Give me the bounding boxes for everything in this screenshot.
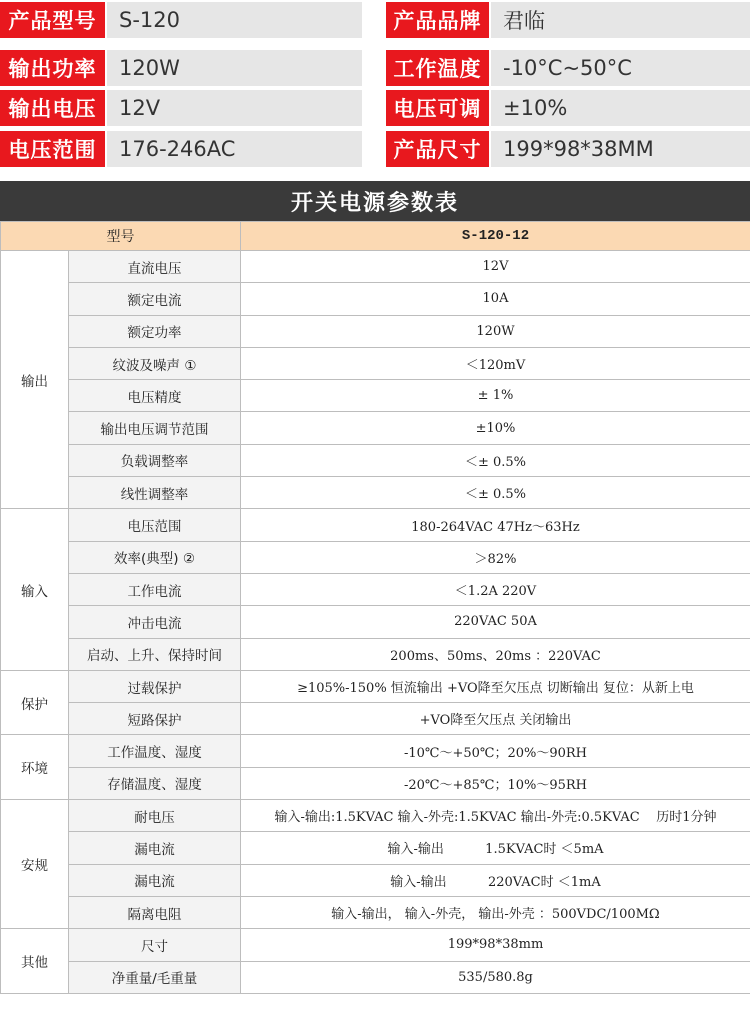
param-name: 漏电流: [69, 864, 241, 896]
param-name: 电压精度: [69, 380, 241, 412]
param-name: 隔离电阻: [69, 896, 241, 928]
param-value: 535/580.8g: [241, 961, 750, 993]
param-name: 耐电压: [69, 800, 241, 832]
param-name: 存储温度、湿度: [69, 767, 241, 799]
group-label: 输入: [1, 509, 69, 670]
param-value: ＜1.2A 220V: [241, 573, 750, 605]
param-name: 额定功率: [69, 315, 241, 347]
param-value: ＞82%: [241, 541, 750, 573]
param-name: 额定电流: [69, 283, 241, 315]
param-name: 负载调整率: [69, 444, 241, 476]
param-value: 220VAC 50A: [241, 606, 750, 638]
spec-value: 176-246AC: [107, 131, 362, 167]
group-label: 其他: [1, 929, 69, 994]
param-value: ±10%: [241, 412, 750, 444]
param-name: 纹波及噪声 ①: [69, 347, 241, 379]
param-value: +VO降至欠压点 关闭输出: [241, 703, 750, 735]
spec-label: 产品尺寸: [386, 131, 489, 167]
param-value: 输入-输出 1.5KVAC时 ＜5mA: [241, 832, 750, 864]
table-row: [1, 800, 750, 832]
spec-value: -10°C~50°C: [491, 50, 750, 86]
param-name: 直流电压: [69, 251, 241, 283]
param-name: 电压范围: [69, 509, 241, 541]
param-name: 效率(典型) ②: [69, 541, 241, 573]
table-row: [1, 896, 750, 928]
param-name: 工作电流: [69, 573, 241, 605]
param-name: 净重量/毛重量: [69, 961, 241, 993]
table-row: [1, 573, 750, 605]
spec-value: S-120: [107, 2, 362, 38]
spec-value: 12V: [107, 90, 362, 126]
model-value: S-120-12: [241, 222, 750, 251]
table-row: [1, 444, 750, 476]
param-name: 输出电压调节范围: [69, 412, 241, 444]
spec-value: 199*98*38MM: [491, 131, 750, 167]
table-row: [1, 929, 750, 961]
param-value: 180-264VAC 47Hz～63Hz: [241, 509, 750, 541]
table-row: [1, 735, 750, 767]
param-name: 漏电流: [69, 832, 241, 864]
param-value: 199*98*38mm: [241, 929, 750, 961]
table-row: [1, 606, 750, 638]
param-value: -10℃～+50℃；20%～90RH: [241, 735, 750, 767]
param-value: 输入-输出， 输入-外壳， 输出-外壳 ：500VDC/100MΩ: [241, 896, 750, 928]
table-row: [1, 703, 750, 735]
spec-label: 电压可调: [386, 90, 489, 126]
param-value: 200ms、50ms、20ms ：220VAC: [241, 638, 750, 670]
spec-label: 输出电压: [0, 90, 105, 126]
param-value: -20℃～+85℃；10%～95RH: [241, 767, 750, 799]
group-label: 输出: [1, 251, 69, 509]
table-title: 开关电源参数表: [0, 181, 750, 221]
table-row: [1, 380, 750, 412]
table-row: [1, 864, 750, 896]
group-label: 安规: [1, 800, 69, 929]
param-value: 10A: [241, 283, 750, 315]
group-label: 保护: [1, 670, 69, 735]
param-value: ＜120mV: [241, 347, 750, 379]
table-row: [1, 477, 750, 509]
table-row: [1, 315, 750, 347]
param-value: ≥105%-150% 恒流输出 +VO降至欠压点 切断输出 复位：从新上电: [241, 670, 750, 702]
param-name: 线性调整率: [69, 477, 241, 509]
table-row: [1, 412, 750, 444]
param-value: 120W: [241, 315, 750, 347]
param-name: 尺寸: [69, 929, 241, 961]
spec-label: 电压范围: [0, 131, 105, 167]
table-row: [1, 832, 750, 864]
spec-label: 产品品牌: [386, 2, 489, 38]
param-name: 过载保护: [69, 670, 241, 702]
table-row: [1, 670, 750, 702]
param-value: ＜± 0.5%: [241, 477, 750, 509]
table-row: [1, 767, 750, 799]
table-row: [1, 251, 750, 283]
param-value: 输入-输出 220VAC时 ＜1mA: [241, 864, 750, 896]
param-name: 启动、上升、保持时间: [69, 638, 241, 670]
param-name: 冲击电流: [69, 606, 241, 638]
param-value: 12V: [241, 251, 750, 283]
param-name: 工作温度、湿度: [69, 735, 241, 767]
table-row: [1, 283, 750, 315]
param-name: 短路保护: [69, 703, 241, 735]
model-header-row: [1, 222, 750, 251]
spec-value: 120W: [107, 50, 362, 86]
table-row: [1, 961, 750, 993]
param-value: ＜± 0.5%: [241, 444, 750, 476]
parameter-table-section: [0, 181, 750, 994]
table-row: [1, 638, 750, 670]
param-value: ± 1%: [241, 380, 750, 412]
table-row: [1, 541, 750, 573]
table-row: [1, 347, 750, 379]
param-value: 输入-输出:1.5KVAC 输入-外壳:1.5KVAC 输出-外壳:0.5KVAC 历时1分钟: [241, 800, 750, 832]
group-label: 环境: [1, 735, 69, 800]
spec-label: 工作温度: [386, 50, 489, 86]
spec-label: 产品型号: [0, 2, 105, 38]
spec-value: ±10%: [491, 90, 750, 126]
model-label: 型号: [1, 222, 241, 251]
spec-value: 君临: [491, 2, 750, 38]
table-row: [1, 509, 750, 541]
parameter-table: [0, 221, 750, 994]
spec-label: 输出功率: [0, 50, 105, 86]
